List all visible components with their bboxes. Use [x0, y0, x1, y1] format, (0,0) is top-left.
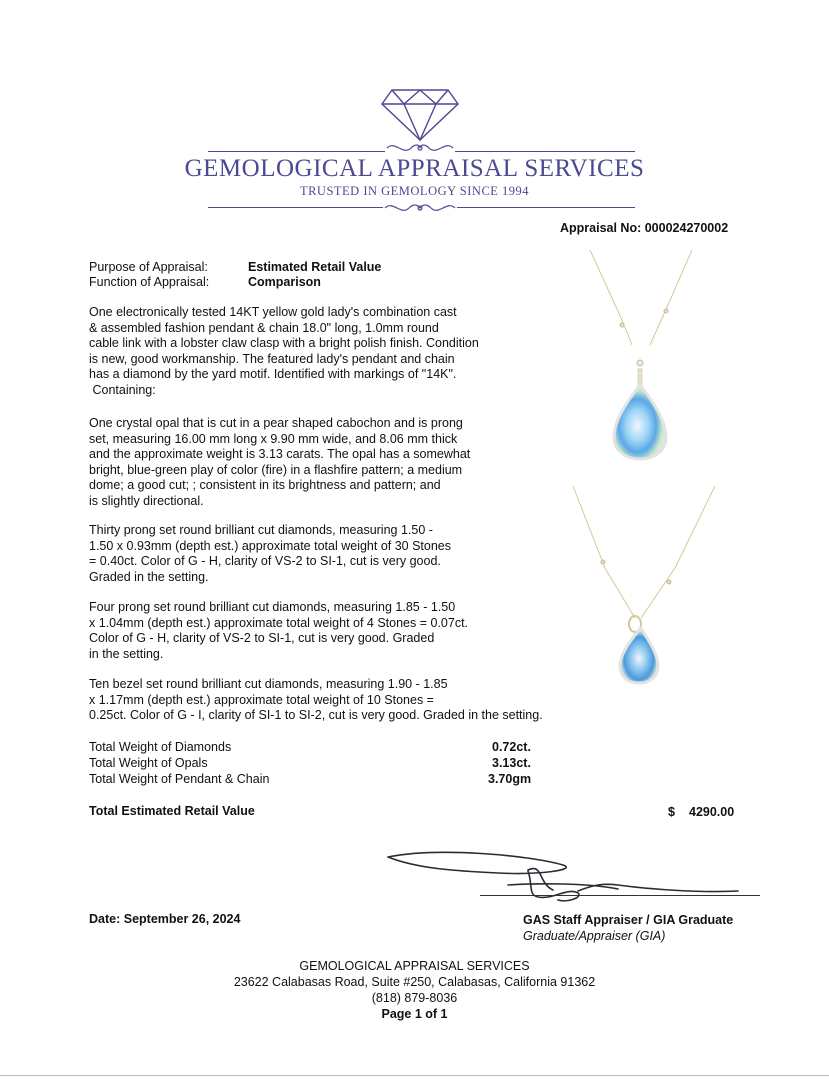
- diamonds-paragraph-3: [89, 677, 543, 724]
- text-line: & assembled fashion pendant & chain 18.0" long, 1.0mm round: [89, 320, 439, 335]
- total-label: Total Weight of Diamonds: [89, 740, 232, 754]
- footer-address: 23622 Calabasas Road, Suite #250, Calabasas, California 91362: [233, 975, 596, 989]
- appraiser-signature: [378, 845, 768, 910]
- text-line: Color of G - H, clarity of VS-2 to SI-1, cut is very good. Graded: [89, 631, 435, 645]
- appraisal-number: Appraisal No: 000024270002: [560, 221, 729, 235]
- text-line: Thirty prong set round brilliant cut diamonds, measuring 1.50 -: [89, 523, 433, 537]
- text-line: cable link with a lobster claw clasp with a bright polish finish. Condition: [89, 336, 479, 350]
- retail-currency: $: [668, 805, 675, 819]
- text-line: = 0.40ct. Color of G - H, clarity of VS-2 to SI-1, cut is very good.: [89, 554, 441, 568]
- total-value: 0.72ct.: [492, 740, 531, 754]
- text-line: has a diamond by the yard motif. Identified with markings of "14K".: [89, 367, 457, 381]
- text-line: dome; a good cut; ; consistent in its brightness and pattern; and: [89, 478, 441, 492]
- pendant-photo-top: [580, 245, 710, 465]
- total-label: Total Weight of Opals: [89, 756, 208, 770]
- text-line: Four prong set round brilliant cut diamonds, measuring 1.85 - 1.50: [89, 600, 456, 614]
- logo-flourish-top-icon: [385, 140, 455, 156]
- footer-company: GEMOLOGICAL APPRAISAL SERVICES: [299, 959, 530, 973]
- logo-rule-bottom-left: [208, 207, 383, 208]
- purpose-label: Purpose of Appraisal:: [89, 260, 208, 274]
- opal-paragraph: [89, 416, 470, 509]
- text-line: and the approximate weight is 3.13 carats. The opal has a somewhat: [89, 447, 471, 461]
- text-line: One crystal opal that is cut in a pear shaped cabochon and is prong: [89, 416, 463, 430]
- text-line: is slightly directional.: [89, 493, 204, 508]
- description-paragraph-1: [89, 305, 479, 398]
- diamonds-paragraph-1: [89, 523, 451, 585]
- company-tagline: TRUSTED IN GEMOLOGY SINCE 1994: [299, 184, 530, 198]
- text-line: Graded in the setting.: [89, 569, 209, 584]
- function-label: Function of Appraisal:: [89, 275, 210, 289]
- diamonds-paragraph-2: [89, 600, 468, 662]
- purpose-value: Estimated Retail Value: [248, 260, 382, 274]
- signature-line: [480, 895, 760, 896]
- text-line: Containing:: [89, 382, 156, 397]
- appraiser-title: GAS Staff Appraiser / GIA Graduate: [523, 913, 734, 927]
- text-line: set, measuring 16.00 mm long x 9.90 mm wide, and 8.06 mm thick: [89, 431, 458, 446]
- text-line: x 1.17mm (depth est.) approximate total weight of 10 Stones =: [89, 692, 434, 707]
- total-label: Total Weight of Pendant & Chain: [89, 772, 270, 786]
- total-value: 3.70gm: [488, 772, 532, 786]
- pendant-photo-bottom: [565, 478, 725, 686]
- text-line: Ten bezel set round brilliant cut diamonds, measuring 1.90 - 1.85: [89, 677, 448, 691]
- diamond-logo-icon: [380, 88, 460, 142]
- total-value: 3.13ct.: [492, 756, 531, 770]
- logo-rule-top: [208, 151, 385, 152]
- function-value: Comparison: [248, 275, 321, 289]
- logo-rule-bottom-right: [457, 207, 635, 208]
- text-line: 1.50 x 0.93mm (depth est.) approximate total weight of 30 Stones: [89, 538, 452, 553]
- text-line: 0.25ct. Color of G - I, clarity of SI-1 to SI-2, cut is very good. Graded in the setting.: [89, 708, 543, 722]
- appraiser-subtitle: Graduate/Appraiser (GIA): [523, 929, 666, 943]
- footer-phone: (818) 879-8036: [371, 991, 458, 1005]
- appraisal-date: Date: September 26, 2024: [89, 912, 241, 926]
- footer-page-number: Page 1 of 1: [381, 1007, 448, 1021]
- text-line: is new, good workmanship. The featured lady's pendant and chain: [89, 351, 455, 366]
- text-line: x 1.04mm (depth est.) approximate total weight of 4 Stones = 0.07ct.: [89, 615, 469, 630]
- text-line: One electronically tested 14KT yellow gold lady's combination cast: [89, 305, 457, 319]
- retail-amount: 4290.00: [689, 805, 735, 819]
- logo-flourish-bottom-icon: [383, 200, 457, 216]
- text-line: in the setting.: [89, 646, 164, 661]
- logo-rule-top-right: [455, 151, 635, 152]
- retail-value-label: Total Estimated Retail Value: [89, 804, 255, 818]
- company-name: GEMOLOGICAL APPRAISAL SERVICES: [184, 155, 645, 182]
- text-line: bright, blue-green play of color (fire) in a flashfire pattern; a medium: [89, 462, 463, 477]
- page-bottom-border: [0, 1075, 829, 1076]
